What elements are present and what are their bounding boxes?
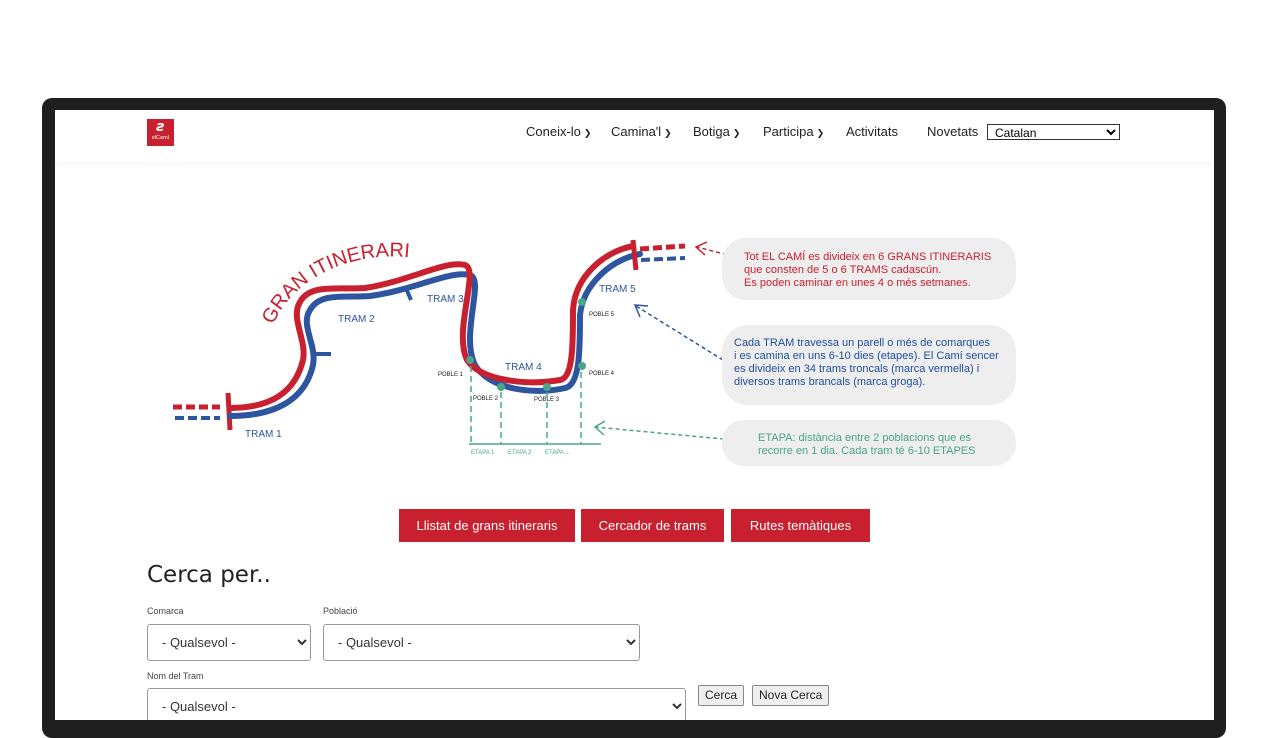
nav-item-label: Participa: [763, 124, 814, 139]
poble-marker: [497, 383, 505, 391]
comarca-select[interactable]: [147, 624, 311, 661]
route-start-marker: [228, 393, 230, 430]
comarca-label: Comarca: [147, 606, 184, 616]
diagram-title: GRAN ITINERARI: [257, 239, 411, 328]
nom-tram-label: Nom del Tram: [147, 671, 204, 681]
poblacio-label: Població: [323, 606, 358, 616]
cerca-button[interactable]: Cerca: [698, 685, 744, 706]
itinerary-diagram: [55, 110, 1214, 500]
etapa-label-3: ETAPA ...: [545, 450, 571, 456]
callout-itineraris-text: Tot EL CAMÍ es divideix en 6 GRANS ITINERARIS que consten de 5 o 6 TRAMS cadascún. Es poden caminar en unes 4 o més setmanes.: [744, 251, 992, 289]
poble-marker: [578, 298, 586, 306]
chevron-down-icon: ❯: [816, 129, 825, 139]
rutes-tematiques-button[interactable]: Rutes temàtiques: [731, 509, 870, 542]
route-start-dashes: [173, 407, 220, 418]
cercador-trams-button[interactable]: Cercador de trams: [581, 509, 724, 542]
route-end-dashes: [640, 246, 685, 260]
chevron-down-icon: ❯: [583, 129, 592, 139]
grans-itineraris-button[interactable]: Llistat de grans itineraris: [399, 509, 575, 542]
nav-item-label: Botiga: [693, 124, 730, 139]
etapa-label-2: ETAPA 2: [508, 450, 532, 456]
poblacio-select[interactable]: [323, 624, 640, 661]
callout-arrow-blue: [635, 305, 723, 360]
poble-label-5: POBLE 5: [589, 312, 615, 318]
poble-marker: [466, 356, 474, 364]
poble-label-3: POBLE 3: [534, 397, 560, 403]
etapa-label-1: ETAPA 1: [471, 450, 495, 456]
nav-item-label: Activitats: [846, 124, 899, 139]
callout-etapes-text: ETAPA: distància entre 2 poblacions que es recorre en 1 dia. Cada tram té 6-10 ETAPES: [758, 432, 976, 457]
nav-item-label: Camina'l: [611, 124, 662, 139]
nom-tram-select[interactable]: [147, 688, 686, 720]
route-end-marker: [633, 240, 636, 270]
tram-label-5: TRAM 5: [599, 284, 636, 295]
nav-item-label: Novetats: [927, 124, 979, 139]
poble-label-2: POBLE 2: [473, 396, 499, 402]
chevron-down-icon: ❯: [732, 129, 741, 139]
logo-text: elCamí: [151, 135, 170, 141]
poble-label-1: POBLE 1: [438, 372, 464, 378]
tram-label-3: TRAM 3: [427, 294, 464, 305]
nav-item-label: Coneix-lo: [526, 124, 581, 139]
tram-label-1: TRAM 1: [245, 429, 282, 440]
poble-marker: [578, 362, 586, 370]
tram-label-4: TRAM 4: [505, 362, 542, 373]
browser-viewport: [55, 110, 1214, 720]
search-title: Cerca per..: [147, 562, 271, 588]
chevron-down-icon: ❯: [664, 129, 672, 139]
callout-trams-text: Cada TRAM travessa un parell o més de comarques i es camina en uns 6-10 dies (etapes). El Camí sencer es divideix en 34 trams troncals (marca vermella) i diversos trams brancals (marca groga).: [734, 337, 999, 388]
nova-cerca-button[interactable]: Nova Cerca: [752, 685, 829, 706]
poble-label-4: POBLE 4: [589, 371, 615, 377]
logo-glyph: ƨ: [156, 119, 165, 135]
poble-marker: [543, 383, 551, 391]
tram-label-2: TRAM 2: [338, 314, 375, 325]
